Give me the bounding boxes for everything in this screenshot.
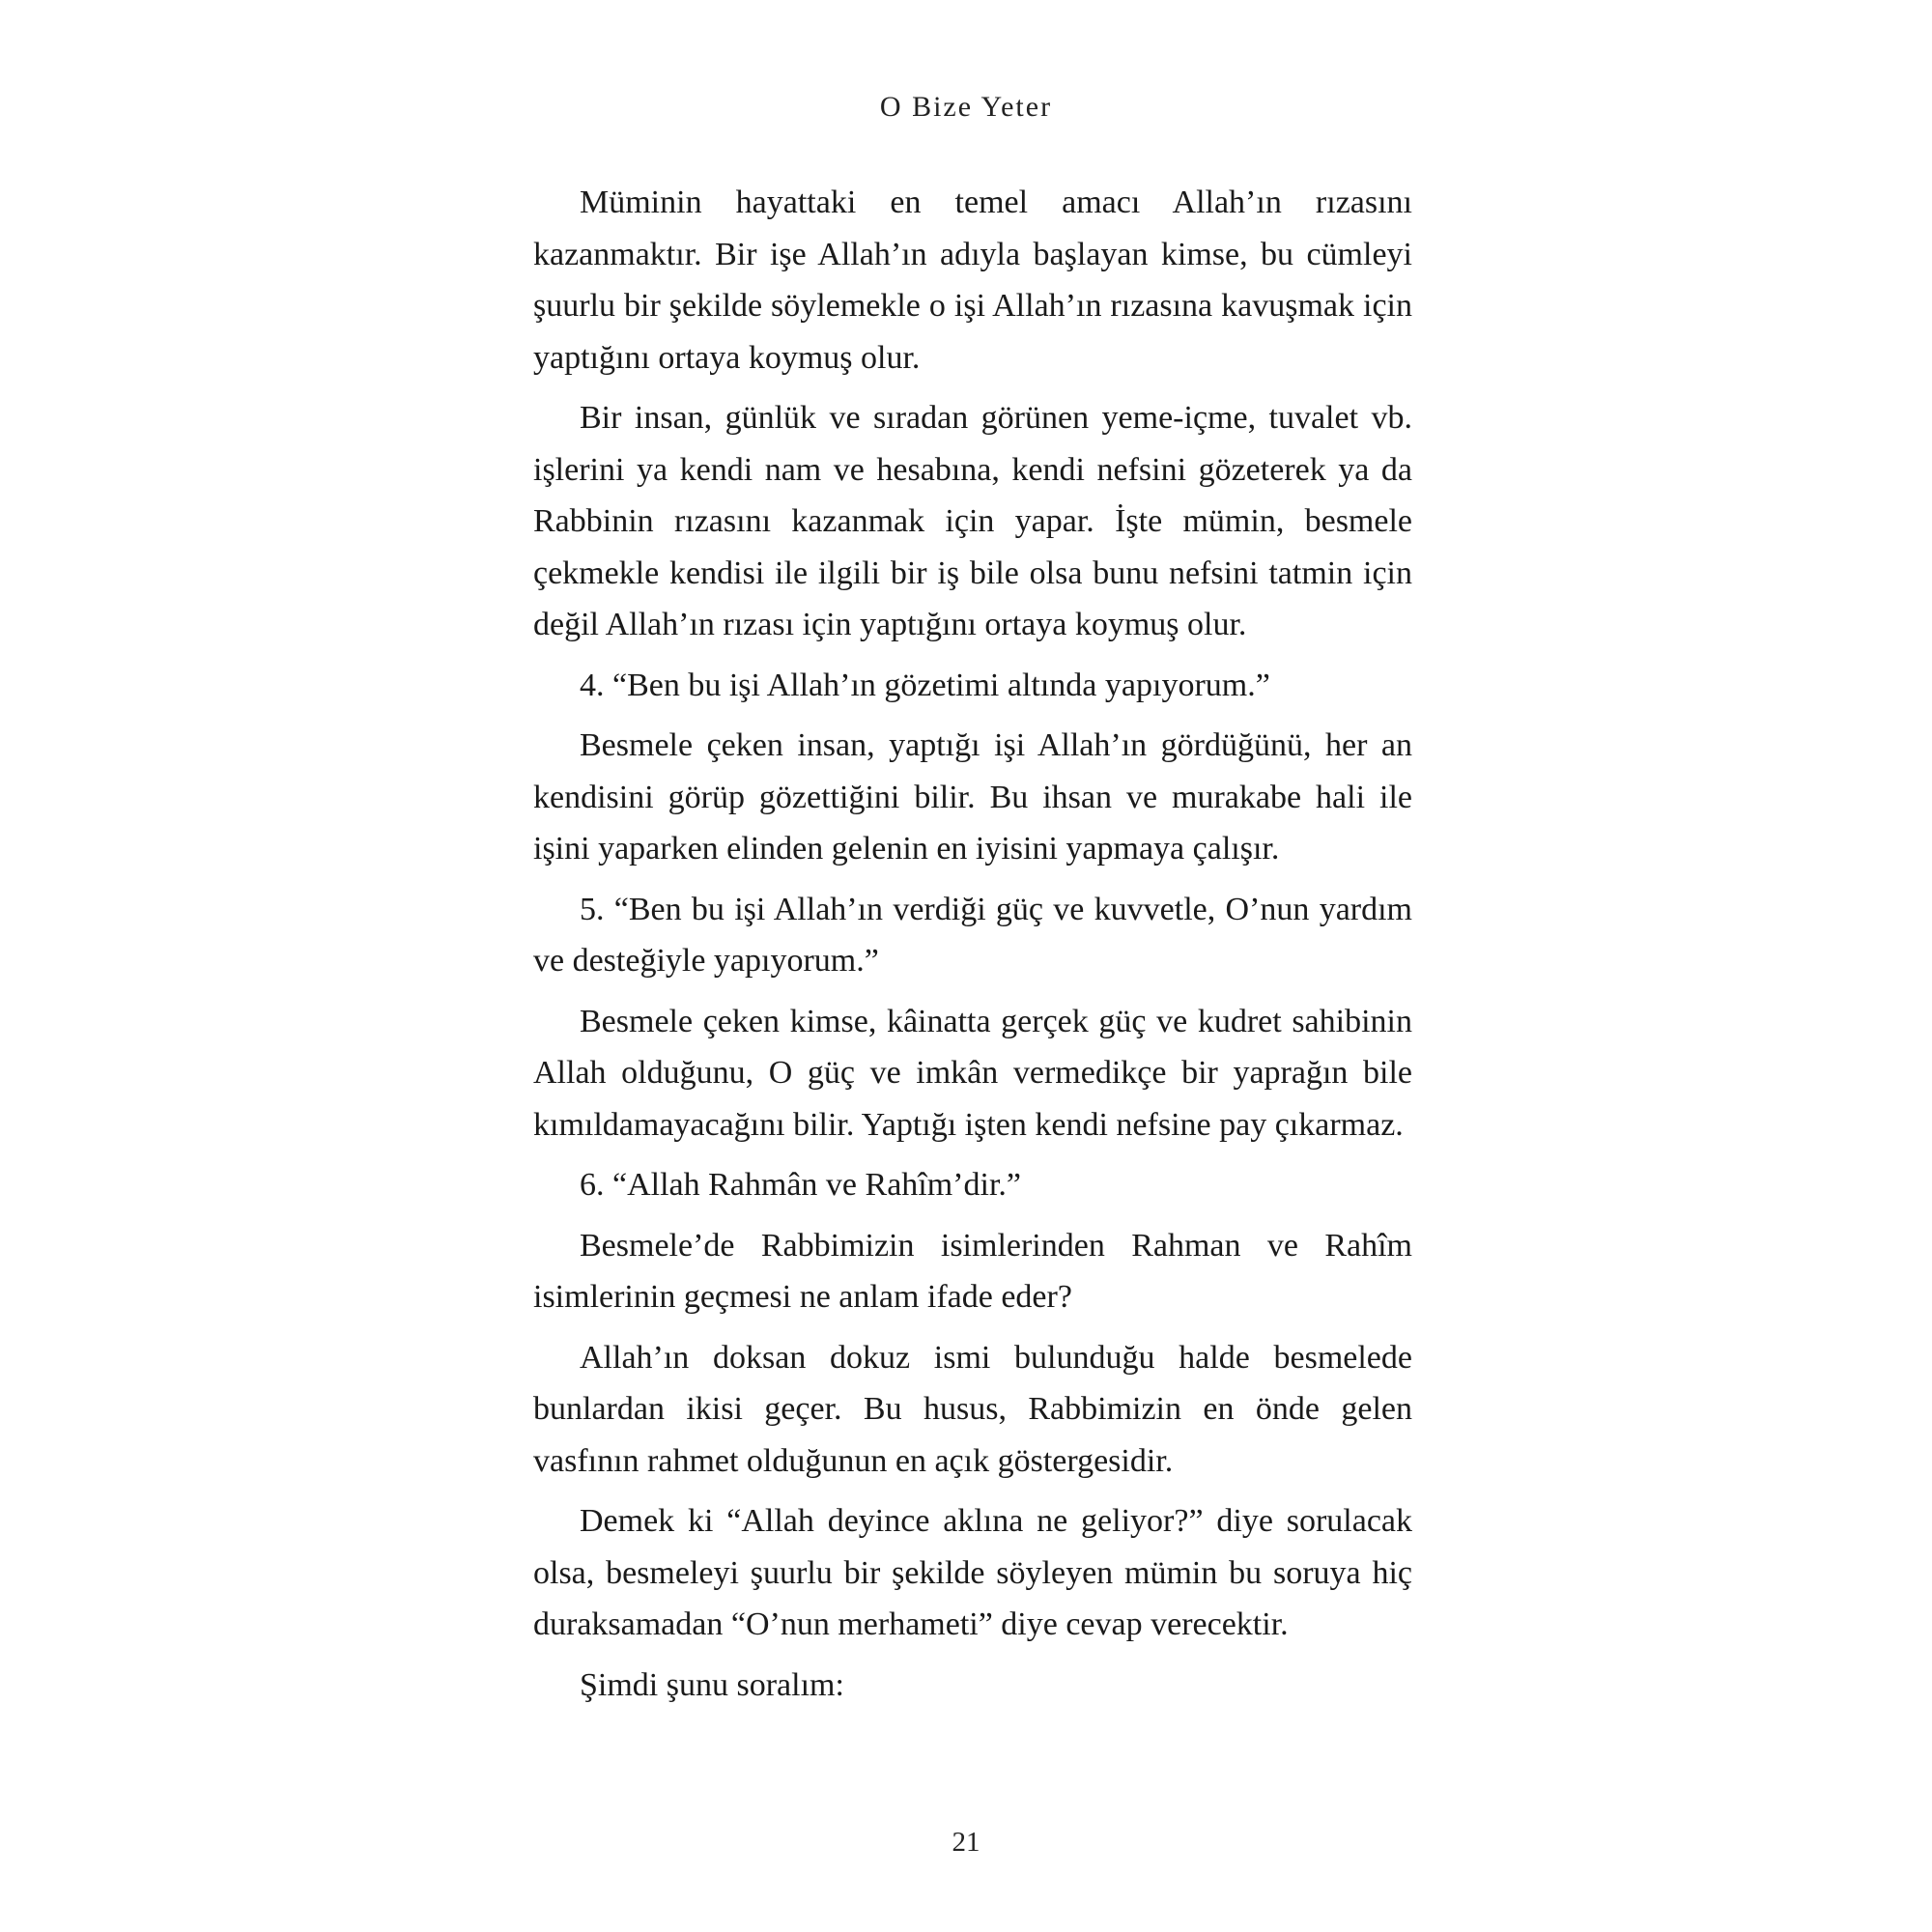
paragraph: Allah’ın doksan dokuz ismi bulunduğu halde besmelede bunlardan ikisi geçer. Bu husus, Rabbimizin en önde gelen vasfının rahmet olduğunun en açık göstergesidir. <box>533 1339 1412 1479</box>
paragraph: Besmele’de Rabbimizin isimlerinden Rahman ve Rahîm isimlerinin geçmesi ne anlam ifade eder? <box>533 1227 1412 1315</box>
paragraph: Besmele çeken kimse, kâinatta gerçek güç ve kudret sahibinin Allah olduğunu, O güç ve imkân vermedikçe bir yaprağın bile kımıldamayacağını bilir. Yaptığı işten kendi nefsine pay çıkarmaz. <box>533 1003 1412 1143</box>
paragraph: Besmele çeken insan, yaptığı işi Allah’ın gördüğünü, her an kendisini görüp gözettiğini bilir. Bu ihsan ve murakabe hali ile işini yaparken elinden gelenin en iyisini yapmaya çalışır. <box>533 727 1412 867</box>
running-header: O Bize Yeter <box>879 91 1053 123</box>
numbered-heading: 5. “Ben bu işi Allah’ın verdiği güç ve kuvvetle, O’nun yardım ve desteğiyle yapıyorum.” <box>533 891 1412 979</box>
numbered-heading: 4. “Ben bu işi Allah’ın gözetimi altında yapıyorum.” <box>580 667 1270 703</box>
page-number: 21 <box>952 1827 980 1858</box>
paragraph: Müminin hayattaki en temel amacı Allah’ın rızasını kazanmaktır. Bir işe Allah’ın adıyla başlayan kimse, bu cümleyi şuurlu bir şekilde söylemekle o işi Allah’ın rızasına kavuşmak için yaptığını ortaya koymuş olur. <box>533 185 1412 376</box>
numbered-heading: 6. “Allah Rahmân ve Rahîm’dir.” <box>580 1167 1021 1203</box>
paragraph: Bir insan, günlük ve sıradan görünen yeme-içme, tuvalet vb. işlerini ya kendi nam ve hesabına, kendi nefsini gözeterek ya da Rabbinin rızasını kazanmak için yapar. İşte mümin, besmele çekmekle kendisi ile ilgili bir iş bile olsa bunu nefsini tatmin için değil Allah’ın rızası için yaptığını ortaya koymuş olur. <box>533 400 1412 642</box>
paragraph: Şimdi şunu soralım: <box>580 1666 844 1703</box>
paragraph: Demek ki “Allah deyince aklına ne geliyor?” diye sorulacak olsa, besmeleyi şuurlu bir şekilde söyleyen mümin bu soruya hiç duraksamadan “O’nun merhameti” diye cevap verecektir. <box>533 1503 1412 1642</box>
body-text <box>533 177 1412 1719</box>
